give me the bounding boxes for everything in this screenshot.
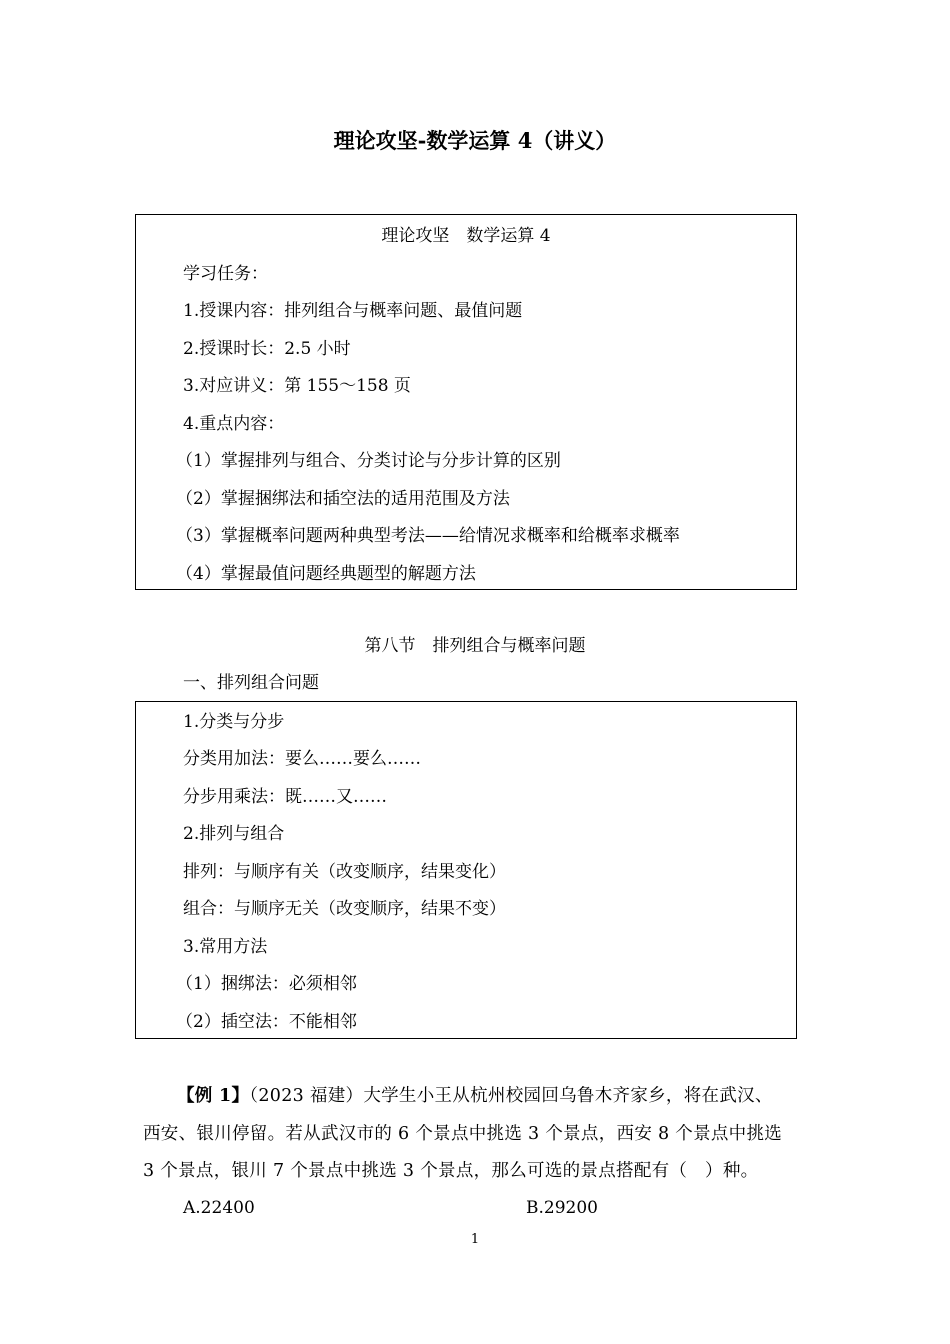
method-line-4: 2.排列与组合: [183, 824, 285, 844]
method-line-6: 组合：与顺序无关（改变顺序，结果不变）: [183, 899, 506, 919]
method-sub-line-2: （2）插空法：不能相邻: [176, 1012, 357, 1032]
method-line-7: 3.常用方法: [183, 937, 268, 957]
option-b: B.29200: [526, 1198, 598, 1218]
task-item-key-label: 4.重点内容：: [183, 414, 285, 434]
key-point-1: （1）掌握排列与组合、分类讨论与分步计算的区别: [176, 451, 561, 471]
example-line-3: 3 个景点，银川 7 个景点中挑选 3 个景点，那么可选的景点搭配有（ ）种。: [143, 1161, 759, 1181]
task-label: 学习任务：: [183, 264, 268, 284]
key-point-4: （4）掌握最值问题经典题型的解题方法: [176, 564, 476, 584]
example-text-1: （2023 福建）大学生小王从杭州校园回乌鲁木齐家乡，将在武汉、: [249, 1086, 773, 1106]
learning-task-box: [135, 214, 797, 590]
example-line-1: [177, 1081, 773, 1111]
section-subtitle: 一、排列组合问题: [183, 673, 319, 693]
task-box-heading: 理论攻坚 数学运算 4: [381, 226, 551, 246]
section-title: 第八节 排列组合与概率问题: [364, 636, 586, 656]
method-line-3: 分步用乘法：既……又……: [183, 787, 387, 807]
task-item-duration: 2.授课时长：2.5 小时: [183, 339, 351, 359]
option-a: A.22400: [183, 1198, 255, 1218]
page-number: 1: [470, 1232, 480, 1247]
method-line-1: 1.分类与分步: [183, 712, 285, 732]
method-line-5: 排列：与顺序有关（改变顺序，结果变化）: [183, 862, 506, 882]
example-line-2: 西安、银川停留。若从武汉市的 6 个景点中挑选 3 个景点，西安 8 个景点中挑选: [143, 1124, 783, 1144]
document-title: 理论攻坚-数学运算 4（讲义）: [333, 128, 617, 153]
method-line-2: 分类用加法：要么……要么……: [183, 749, 421, 769]
task-item-pages: 3.对应讲义：第 155～158 页: [183, 376, 411, 396]
task-item-content: 1.授课内容：排列组合与概率问题、最值问题: [183, 301, 523, 321]
key-point-3: （3）掌握概率问题两种典型考法——给情况求概率和给概率求概率: [176, 526, 680, 546]
method-sub-line-1: （1）捆绑法：必须相邻: [176, 974, 357, 994]
method-summary-box: [135, 701, 797, 1039]
example-tag: 【例 1】: [177, 1086, 250, 1106]
key-point-2: （2）掌握捆绑法和插空法的适用范围及方法: [176, 489, 510, 509]
